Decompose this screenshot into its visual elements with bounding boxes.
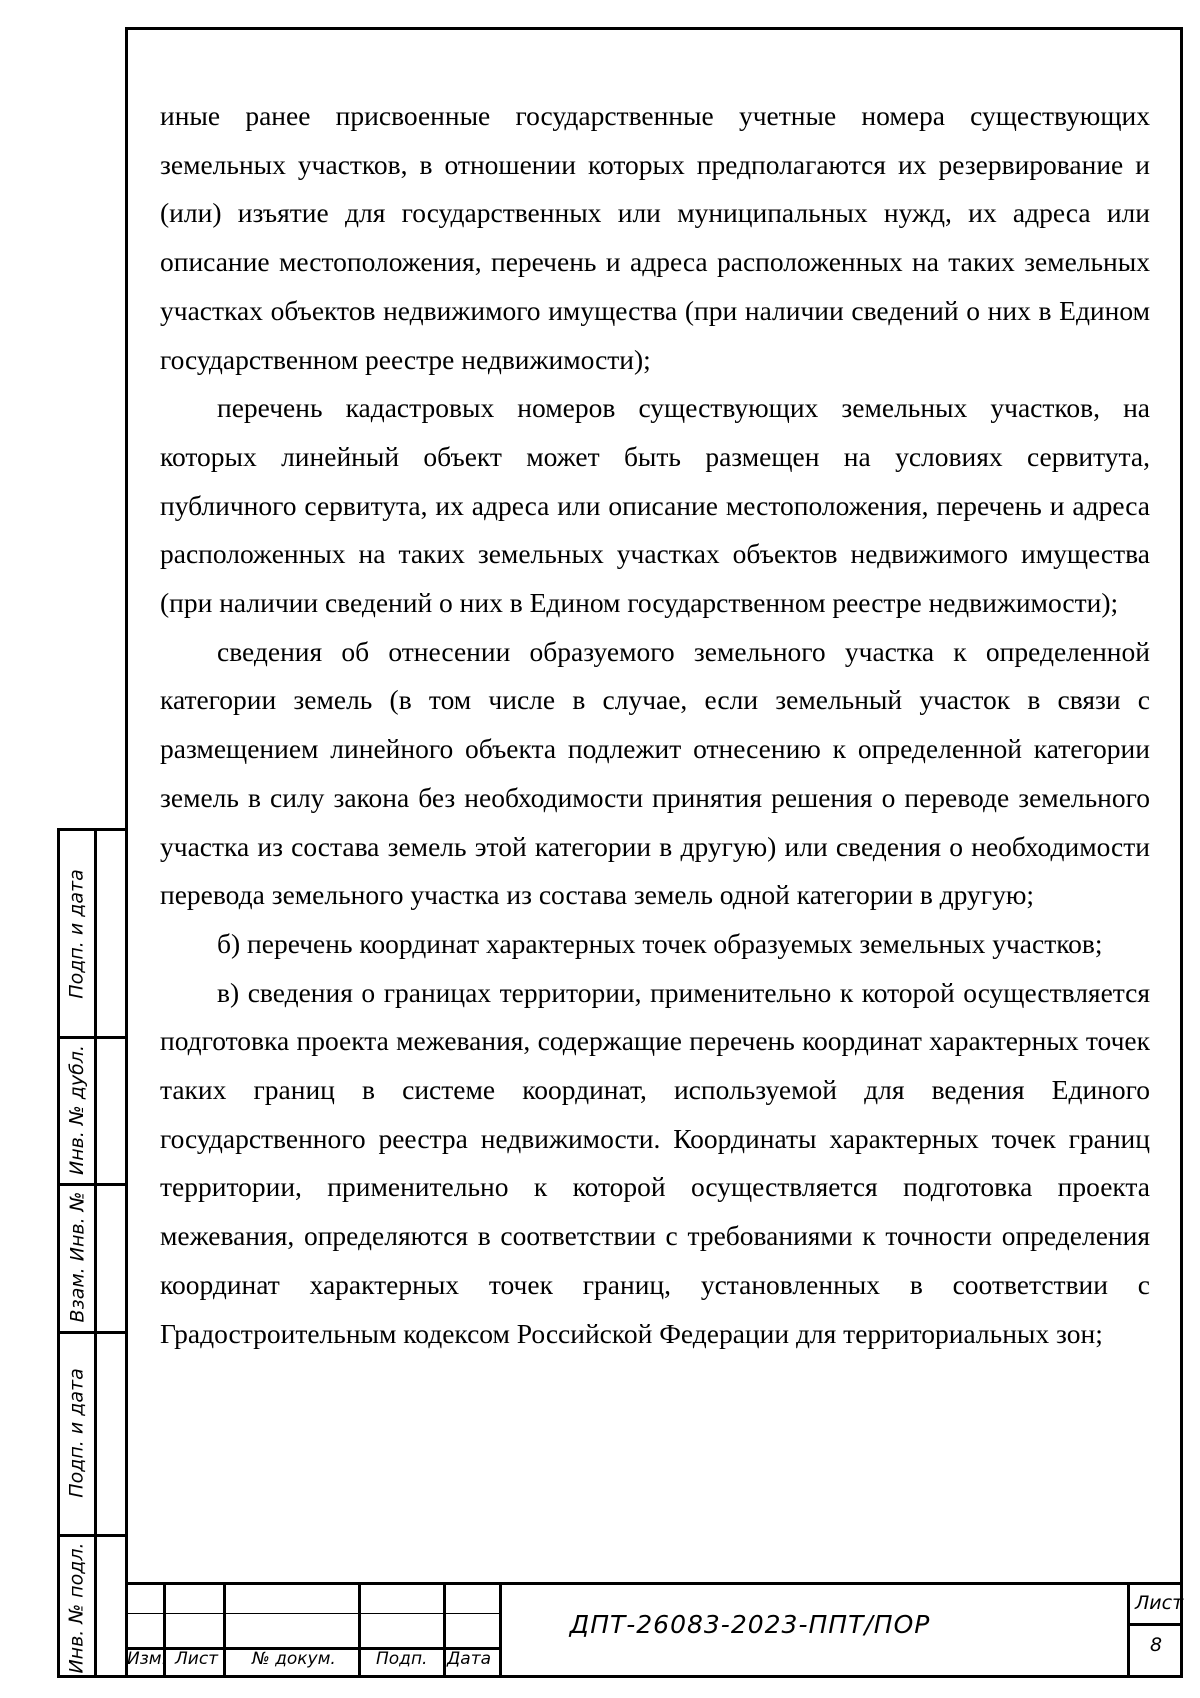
date-label: Дата [447, 1649, 492, 1669]
doc-number-label: № докум. [252, 1649, 336, 1669]
paragraph: сведения об отнесении образуемого земельного участка к определенной категории земель (в том числе в случае, если земельный участок в связи с размещением линейного объекта подлежит отнесению к определенной категории земель в силу закона без необходимости принятия решения о переводе земельного участка из состава земель этой категории в другую) или сведения о необходимости перевода земельного участка из состава земель одной категории в другую; [160, 635, 1150, 911]
document-code: ДПТ-26083-2023-ППТ/ПОР [569, 1610, 931, 1639]
side-stamp [57, 828, 125, 1678]
paragraph: иные ранее присвоенные государственные учетные номера существующих земельных участков, в отношении которых предполагаются их резервирование и (или) изъятие для государственных или муниципальных нужд, их адреса или описание местоположения, перечень и адреса расположенных на таких земельных участках объектов недвижимого имущества (при наличии сведений о них в Едином государственном реестре недвижимости); [160, 100, 1150, 375]
side-label-inv-dubl: Инв. № дубл. [66, 1044, 88, 1175]
paragraph: в) сведения о границах территории, применительно к которой осуществляется подготовка проекта межевания, содержащие перечень координат характерных точек таких границ в системе координат, используемой для ведения Единого государственного реестра недвижимости. Координаты характерных точек границ территории, применительно к которой осуществляется подготовка проекта межевания, определяются в соответствии с требованиями к точности определения координат характерных точек границ, установленных в соответствии с Градостроительным кодексом Российской Федерации для территориальных зон; [160, 976, 1150, 1349]
paragraph: б) перечень координат характерных точек образуемых земельных участков; [217, 927, 1103, 959]
side-label-podp-data: Подп. и дата [66, 868, 88, 999]
sheet-label: Лист [1135, 1592, 1184, 1614]
paragraph: перечень кадастровых номеров существующих земельных участков, на которых линейный объект может быть размещен на условиях сервитута, публичного сервитута, их адреса или описание местоположения, перечень и адреса расположенных на таких земельных участках объектов недвижимого имущества (при наличии сведений о них в Едином государственном реестре недвижимости); [160, 392, 1150, 619]
document-body [160, 92, 1150, 1358]
side-label-podp-data-2: Подп. и дата [66, 1367, 88, 1498]
list-col-label: Лист [175, 1649, 219, 1669]
sheet-number: 8 [1150, 1634, 1163, 1656]
signature-label: Подп. [376, 1649, 428, 1669]
izm-label: Изм. [127, 1649, 167, 1669]
side-label-vzam-inv: Взам. Инв. № [66, 1191, 88, 1323]
side-label-inv-podl: Инв. № подл. [66, 1541, 88, 1674]
